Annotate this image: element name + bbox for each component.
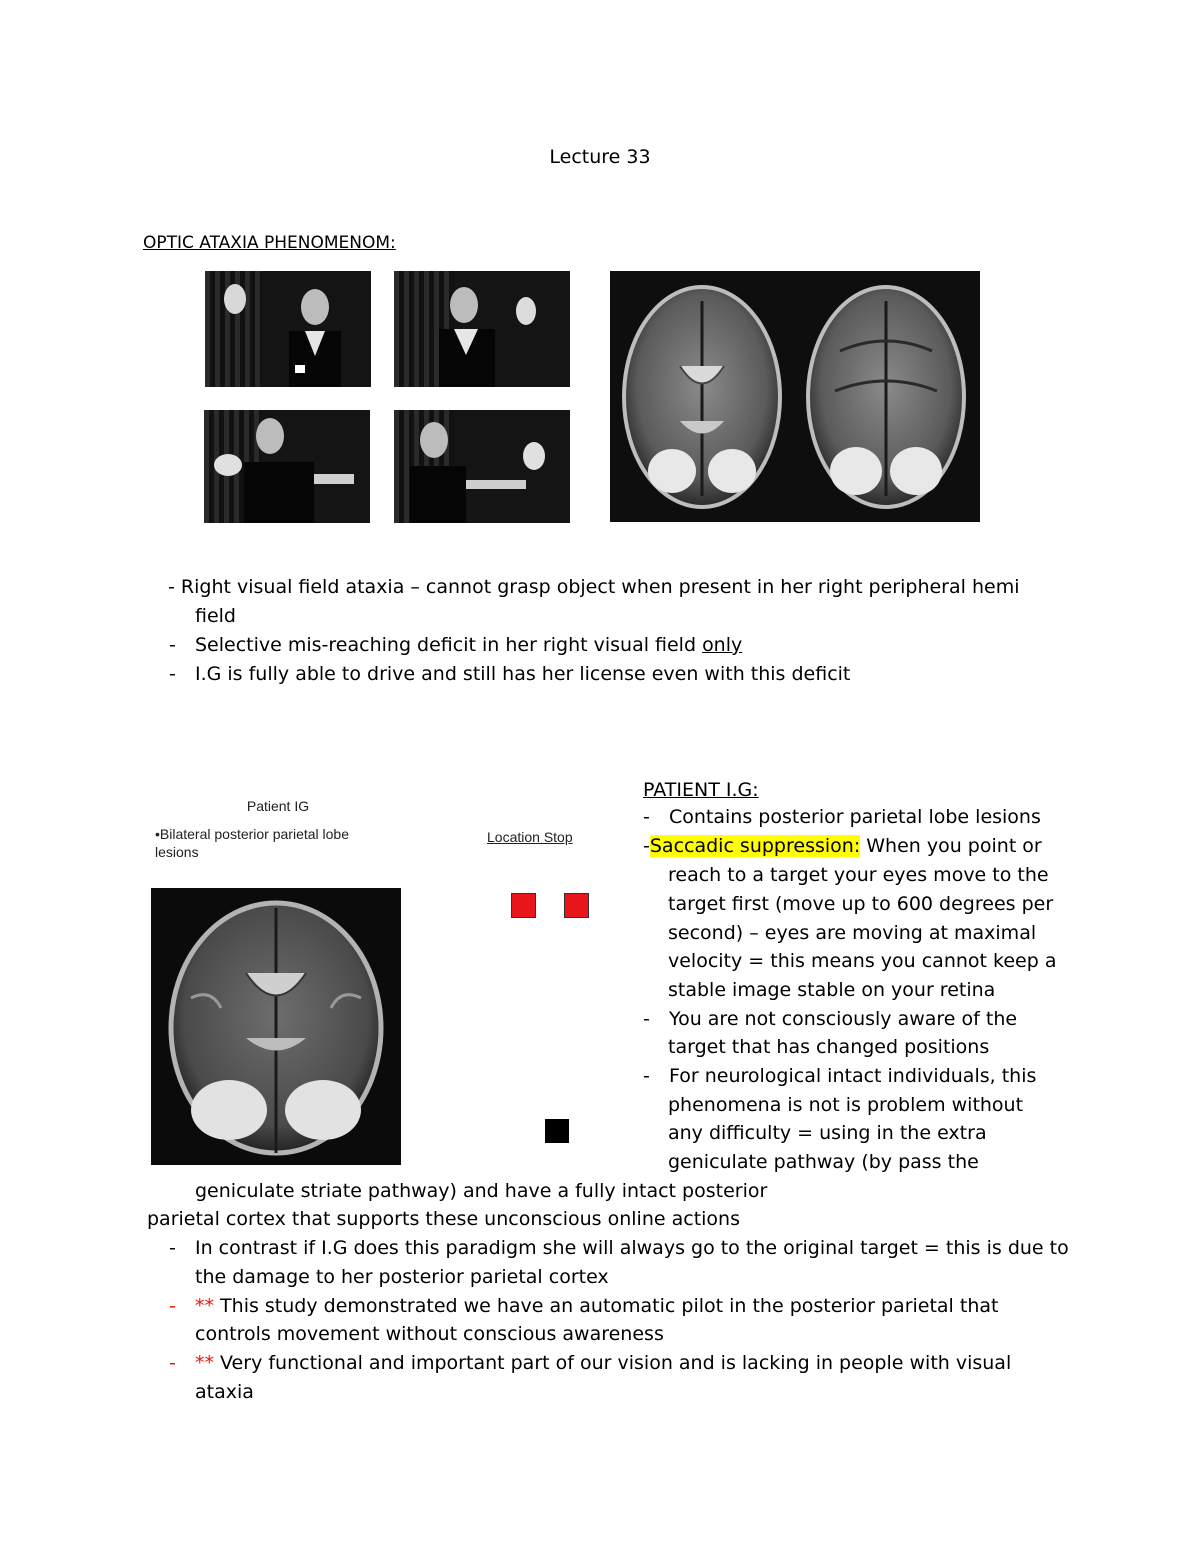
bullet-in-contrast bbox=[169, 1234, 1069, 1263]
intact-line: any difficulty = using in the extra bbox=[668, 1122, 987, 1144]
bullet-text: When you point or bbox=[860, 835, 1042, 857]
continuation-line: parietal cortex that supports these unconscious online actions bbox=[147, 1208, 740, 1230]
saccadic-line: target first (move up to 600 degrees per bbox=[668, 893, 1054, 915]
awareness-line: target that has changed positions bbox=[668, 1036, 990, 1058]
bullet-text: Contains posterior parietal lobe lesions bbox=[669, 806, 1041, 828]
figure-caption-title: Patient IG bbox=[246, 798, 310, 814]
bullet-continuation: the damage to her posterior parietal cortex bbox=[195, 1266, 609, 1288]
bullet-text: You are not consciously aware of the bbox=[669, 1008, 1018, 1030]
bullet-continuation: field bbox=[195, 605, 236, 627]
bullet-text: This study demonstrated we have an automatic pilot in the posterior parietal that bbox=[214, 1295, 999, 1317]
underlined-only: only bbox=[702, 634, 743, 656]
bullet-dash: - bbox=[643, 806, 650, 828]
bullet-prefix: - bbox=[168, 576, 181, 598]
intact-line: geniculate pathway (by pass the bbox=[668, 1151, 979, 1173]
bullet-text: Selective mis-reaching deficit in her right visual field bbox=[195, 634, 703, 656]
target-square-red-left bbox=[511, 893, 536, 918]
target-square-red-right bbox=[564, 893, 589, 918]
bullet-ig-drives bbox=[169, 660, 850, 689]
bullet-functional-vision bbox=[169, 1349, 1011, 1378]
section-heading-optic-ataxia: OPTIC ATAXIA PHENOMENOM: bbox=[143, 233, 396, 253]
bullet-text: In contrast if I.G does this paradigm she will always go to the original target = this is due to bbox=[195, 1237, 1069, 1259]
stars-marker: ** bbox=[195, 1295, 214, 1317]
saccadic-line: reach to a target your eyes move to the bbox=[668, 864, 1049, 886]
patient-ig-heading: PATIENT I.G: bbox=[643, 779, 759, 801]
bullet-continuation: ataxia bbox=[195, 1381, 254, 1403]
bullet-dash: - bbox=[169, 1237, 176, 1259]
bullet-text: Very functional and important part of our vision and is lacking in people with visual bbox=[214, 1352, 1012, 1374]
ataxia-photo-4 bbox=[394, 410, 570, 523]
bullet-dash: - bbox=[643, 1008, 650, 1030]
target-square-black bbox=[545, 1119, 569, 1143]
ataxia-photo-2 bbox=[394, 271, 570, 387]
bullet-text: Right visual field ataxia – cannot grasp object when present in her right peripheral hemi bbox=[180, 576, 1020, 598]
stars-marker: ** bbox=[195, 1352, 214, 1374]
figure-caption-bullet: •Bilateral posterior parietal lobe bbox=[155, 826, 350, 842]
bullet-dash: - bbox=[643, 835, 650, 857]
saccadic-line: second) – eyes are moving at maximal bbox=[668, 922, 1037, 944]
mri-axial-pair-image bbox=[610, 271, 980, 522]
bullet-dash: - bbox=[643, 1065, 650, 1087]
bullet-automatic-pilot bbox=[169, 1292, 998, 1321]
intact-line: phenomena is not is problem without bbox=[668, 1094, 1024, 1116]
bullet-dash: - bbox=[169, 1295, 176, 1317]
ataxia-photo-3 bbox=[204, 410, 370, 523]
bullet-continuation: controls movement without conscious awareness bbox=[195, 1323, 664, 1345]
saccadic-line: stable image stable on your retina bbox=[668, 979, 996, 1001]
bullet-text: For neurological intact individuals, this bbox=[669, 1065, 1037, 1087]
bullet-dash: - bbox=[169, 663, 176, 685]
patient-ig-item-lesions bbox=[643, 803, 1041, 832]
saccadic-line: velocity = this means you cannot keep a bbox=[668, 950, 1057, 972]
patient-ig-mri-image bbox=[151, 888, 401, 1165]
saccadic-suppression-highlight: Saccadic suppression: bbox=[649, 835, 861, 857]
bullet-dash: - bbox=[169, 634, 176, 656]
ataxia-photo-1 bbox=[205, 271, 371, 387]
patient-ig-item-awareness bbox=[643, 1005, 1017, 1034]
page-title: Lecture 33 bbox=[549, 146, 651, 168]
bullet-selective-misreaching bbox=[169, 631, 742, 660]
patient-ig-item-saccadic bbox=[643, 832, 1042, 861]
bullet-dash: - bbox=[169, 1352, 176, 1374]
figure-caption-bullet-line2: lesions bbox=[155, 844, 199, 860]
location-stop-label: Location Stop bbox=[487, 829, 573, 845]
patient-ig-item-intact bbox=[643, 1062, 1036, 1091]
continuation-line: geniculate striate pathway) and have a fully intact posterior bbox=[195, 1180, 768, 1202]
bullet-right-field-ataxia bbox=[168, 573, 1019, 602]
bullet-text: I.G is fully able to drive and still has her license even with this deficit bbox=[195, 663, 851, 685]
